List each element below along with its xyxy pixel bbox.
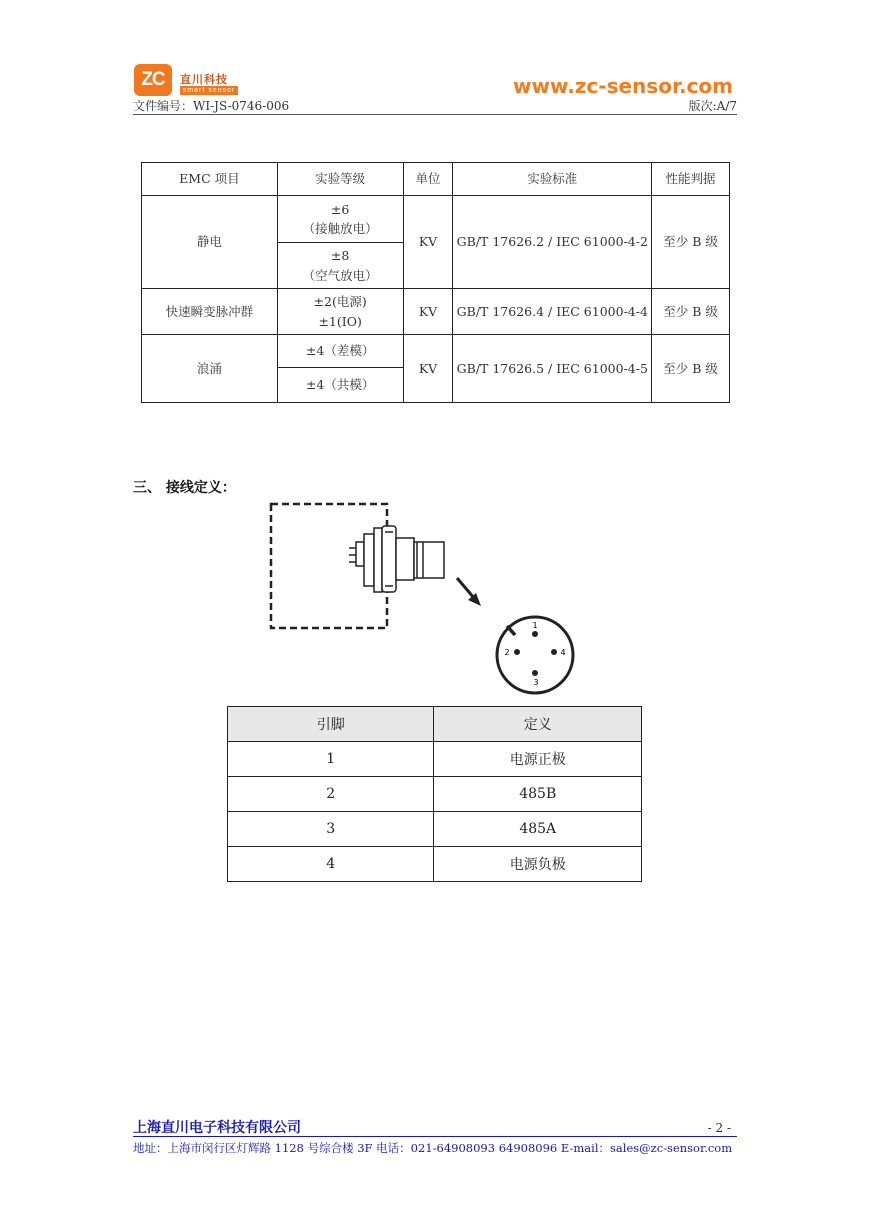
emc-level: ±4（共模） — [277, 368, 403, 403]
emc-standard: GB/T 17626.2 / IEC 61000-4-2 — [453, 196, 652, 289]
pin-header-pin: 引脚 — [228, 707, 434, 742]
emc-standard: GB/T 17626.4 / IEC 61000-4-4 — [453, 289, 652, 335]
logo-chinese-name: 直川科技 — [180, 73, 228, 86]
pin-definition: 电源负极 — [434, 847, 642, 882]
pin-header-definition: 定义 — [434, 707, 642, 742]
pin-definition: 485A — [434, 812, 642, 847]
table-row — [228, 847, 642, 882]
level-value: ±8 — [330, 248, 350, 264]
section-title-wiring: 三、 接线定义： — [133, 480, 236, 496]
table-row — [228, 812, 642, 847]
pin-number: 3 — [228, 812, 434, 847]
table-row — [228, 742, 642, 777]
pin-header-row — [228, 707, 642, 742]
emc-header-row — [142, 163, 730, 196]
emc-unit: KV — [403, 335, 453, 403]
emc-test-table — [141, 162, 730, 403]
emc-item: 静电 — [142, 196, 278, 289]
emc-level: ±4（差模） — [277, 335, 403, 368]
page-number: - 2 - — [707, 1121, 731, 1135]
level-value: ±2(电源) — [313, 294, 367, 310]
logo-tagline: smart sensor — [180, 86, 238, 95]
emc-criterion: 至少 B 级 — [652, 289, 730, 335]
pin-label: 3 — [533, 678, 539, 687]
connector-diagram — [265, 498, 585, 698]
arrow-icon — [457, 578, 481, 606]
emc-header-level: 实验等级 — [277, 163, 403, 196]
emc-item: 浪涌 — [142, 335, 278, 403]
emc-row-eft — [142, 289, 730, 335]
emc-unit: KV — [403, 196, 453, 289]
header-divider — [133, 114, 737, 115]
emc-header-criterion: 性能判据 — [652, 163, 730, 196]
emc-level — [277, 243, 403, 289]
pin-definition: 电源正极 — [434, 742, 642, 777]
emc-standard: GB/T 17626.5 / IEC 61000-4-5 — [453, 335, 652, 403]
pin-label: 4 — [560, 648, 566, 657]
pin-number: 4 — [228, 847, 434, 882]
emc-criterion: 至少 B 级 — [652, 196, 730, 289]
emc-row-surge — [142, 335, 730, 368]
emc-header-standard: 实验标准 — [453, 163, 652, 196]
document-version: 版次:A/7 — [688, 99, 737, 113]
level-note: （接触放电） — [302, 221, 378, 236]
website-url: www.zc-sensor.com — [513, 74, 733, 98]
document-number: 文件编号：WI-JS-0746-006 — [133, 99, 290, 113]
emc-header-unit: 单位 — [403, 163, 453, 196]
pin-definition: 485B — [434, 777, 642, 812]
footer-company-name: 上海直川电子科技有限公司 — [133, 1120, 301, 1136]
company-logo: ZC — [134, 64, 172, 96]
pin-face-icon — [497, 617, 573, 693]
emc-criterion: 至少 B 级 — [652, 335, 730, 403]
level-note: （空气放电） — [302, 267, 378, 283]
pin-label: 1 — [532, 621, 538, 630]
emc-level — [277, 289, 403, 335]
pin-label: 2 — [504, 648, 510, 657]
pin-number: 2 — [228, 777, 434, 812]
connector-icon — [349, 526, 444, 592]
level-value: ±6 — [330, 201, 350, 217]
emc-level — [277, 196, 403, 243]
emc-unit: KV — [403, 289, 453, 335]
emc-header-item: EMC 项目 — [142, 163, 278, 196]
emc-row-esd — [142, 196, 730, 243]
level-note: ±1(IO) — [318, 313, 362, 329]
footer-address: 地址：上海市闵行区灯辉路 1128 号综合楼 3F 电话：021-64908093 64908096 E-mail：sales@zc-sensor.com — [133, 1141, 733, 1155]
table-row — [228, 777, 642, 812]
pin-definition-table — [227, 706, 642, 882]
footer-divider — [133, 1136, 737, 1137]
emc-item: 快速瞬变脉冲群 — [142, 289, 278, 335]
pin-number: 1 — [228, 742, 434, 777]
